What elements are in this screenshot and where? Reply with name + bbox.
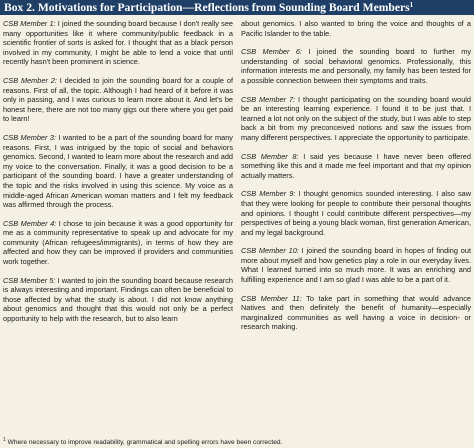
box-title-text: Box 2. Motivations for Participation—Reflections from Sounding Board Members (4, 1, 410, 14)
member-text: I joined the sounding board to further my understanding of social behavioral genomics. Professionally, this information interests me and personally, my family has been tested for a possible connection between their symptoms and traits. (241, 47, 471, 85)
box-title (0, 0, 474, 15)
member-text: I wanted to be a part of the sounding board for many reasons. First, I was intrigued by the topic of social and behaviors genomics. Second, I wanted to learn more about the research and add my voice to the conversation. Finally, it was a good decision to be a participant of the sounding board. I have a greater understanding of the topic and the risks involved in using this science. My voice as a middle-aged African American woman matters and I felt my feedback was affirmed through the process. (3, 132, 233, 210)
member-label: CSB Member 7: (241, 94, 296, 104)
member-label: CSB Member 11: (241, 293, 302, 303)
member-reflection (241, 246, 471, 284)
member-text: I wanted to join the sounding board because research is always interesting and important. Findings can often be beneficial to those affected by what the study is about. I did not know anything about genomics and thought that this would not only be a perfect opportunity to help with the research, but to also learn (3, 275, 233, 324)
right-column (241, 19, 471, 341)
member-label: CSB Member 6: (241, 47, 303, 57)
member-reflection (3, 219, 233, 267)
member-reflection (3, 133, 233, 210)
member-reflection (241, 152, 471, 181)
member-reflection (3, 19, 233, 67)
footnote-marker: 1 (3, 437, 6, 443)
member-reflection (241, 294, 471, 332)
member-reflection (241, 95, 471, 143)
member-text: I chose to join because it was a good opportunity for me as a community representative to speak up and advocate for my community (African refugees/immigrants), in terms of how they are affected and how they can be improved if providers and communities work together. (3, 218, 233, 267)
member-text: about genomics. I also wanted to bring the voice and thoughts of a Pacific Islander to the table. (241, 19, 471, 38)
member-text: I decided to join the sounding board for a couple of reasons. First of all, the topic. Although I had heard of it before it was only in passing, and I was curious to learn more about it. And let's be honest here, there are not too many gigs out there where you get paid to learn! (3, 75, 233, 124)
member-label: CSB Member 10: (241, 246, 299, 256)
columns (3, 19, 471, 341)
member-label: CSB Member 8: (241, 151, 299, 161)
left-column (3, 19, 233, 341)
member-text: I said yes because I have never been offered something like this and it made me feel important and that my opinion actually matters. (241, 151, 471, 180)
member-reflection (241, 47, 471, 85)
member-text: I joined the sounding board because I don't really see many opportunities like it where community/public feedback in a scientific frontier of sorts is asked for. I thought that as a black person involved in my community, I might be able to lend a voice that until recently hasn't been prominent in science. (3, 19, 233, 67)
member-label: CSB Member 4: (3, 218, 57, 228)
footnote-text: Where necessary to improve readability, grammatical and spelling errors have been corrected. (5, 439, 283, 446)
member-reflection (3, 76, 233, 124)
member-reflection (241, 189, 471, 237)
member-text: I thought genomics sounded interesting. I also saw that they were looking for people to contribute their personal thoughts and opinions. I thought I could contribute different perspectives—my perspectives of being a young black woman, first generation American, and my legal background. (241, 189, 471, 237)
member-reflection (241, 19, 471, 38)
footnote (3, 438, 471, 447)
member-reflection (3, 276, 233, 324)
member-text: I joined the sounding board in hopes of finding out more about myself and how genetics play a role in our everyday lives. What I learned turned into so much more. It was an enriching and fulfilling experience and I am so glad I was able to be a part of it. (241, 246, 471, 285)
title-footnote-marker: 1 (409, 1, 414, 9)
member-label: CSB Member 5: (3, 275, 56, 285)
member-label: CSB Member 2: (3, 75, 57, 85)
member-text: To take part in something that would advance Natives and then definitely the benefit of humanity—especially marginalized communities as well having a voice in decision- or research making. (241, 293, 471, 332)
member-text: I thought participating on the sounding board would be an interesting learning experience. I found it to be just that. I learned a lot not only on the subject of the study, but I was able to step back a bit from my preconceived notions and saw the issues from many different perspectives. I appreciate the opportunity to participate. (241, 94, 471, 142)
member-label: CSB Member 3: (3, 132, 56, 142)
member-label: CSB Member 1: (3, 19, 56, 28)
member-label: CSB Member 9: (241, 189, 296, 199)
